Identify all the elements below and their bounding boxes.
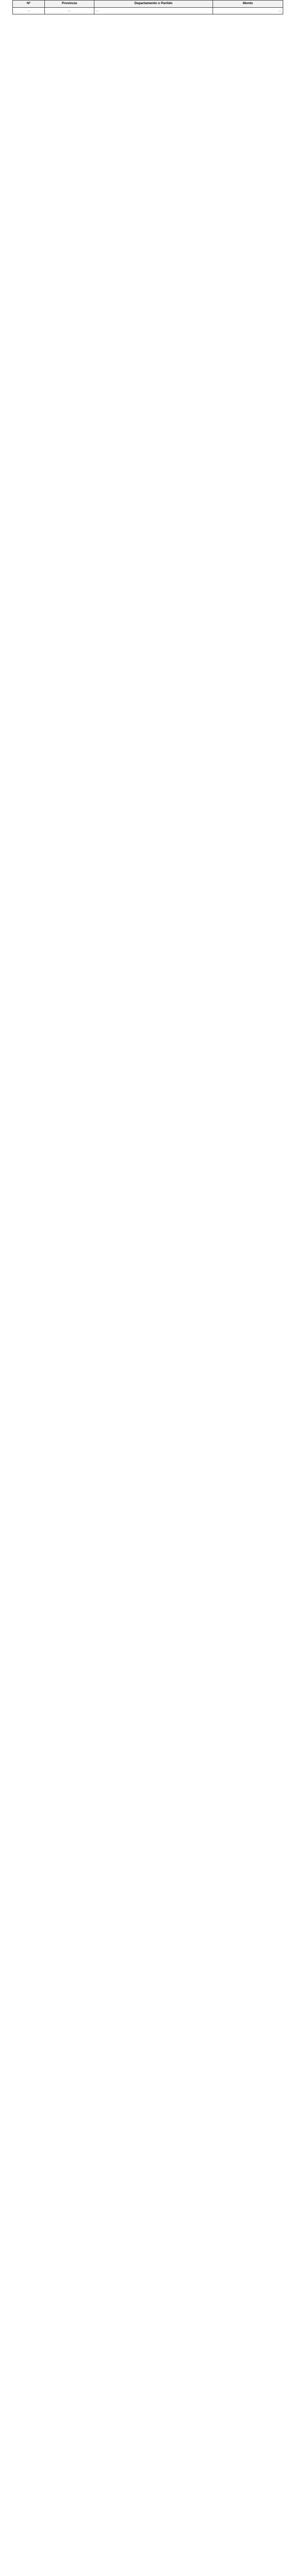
- header-row: [13, 1, 283, 8]
- cell-amount: …: [213, 8, 283, 14]
- cell-province: …: [45, 8, 94, 14]
- allocation-table: [12, 0, 283, 14]
- table-header: [13, 1, 283, 8]
- table-row: [13, 8, 283, 14]
- report-sheet: [12, 0, 283, 14]
- header-department: Departamento o Partido: [94, 1, 213, 8]
- header-number: Nº: [13, 1, 45, 8]
- table-body: [13, 8, 283, 14]
- cell-number: …: [13, 8, 45, 14]
- header-amount: Monto: [213, 1, 283, 8]
- cell-department: …: [94, 8, 213, 14]
- header-province: Provincia: [45, 1, 94, 8]
